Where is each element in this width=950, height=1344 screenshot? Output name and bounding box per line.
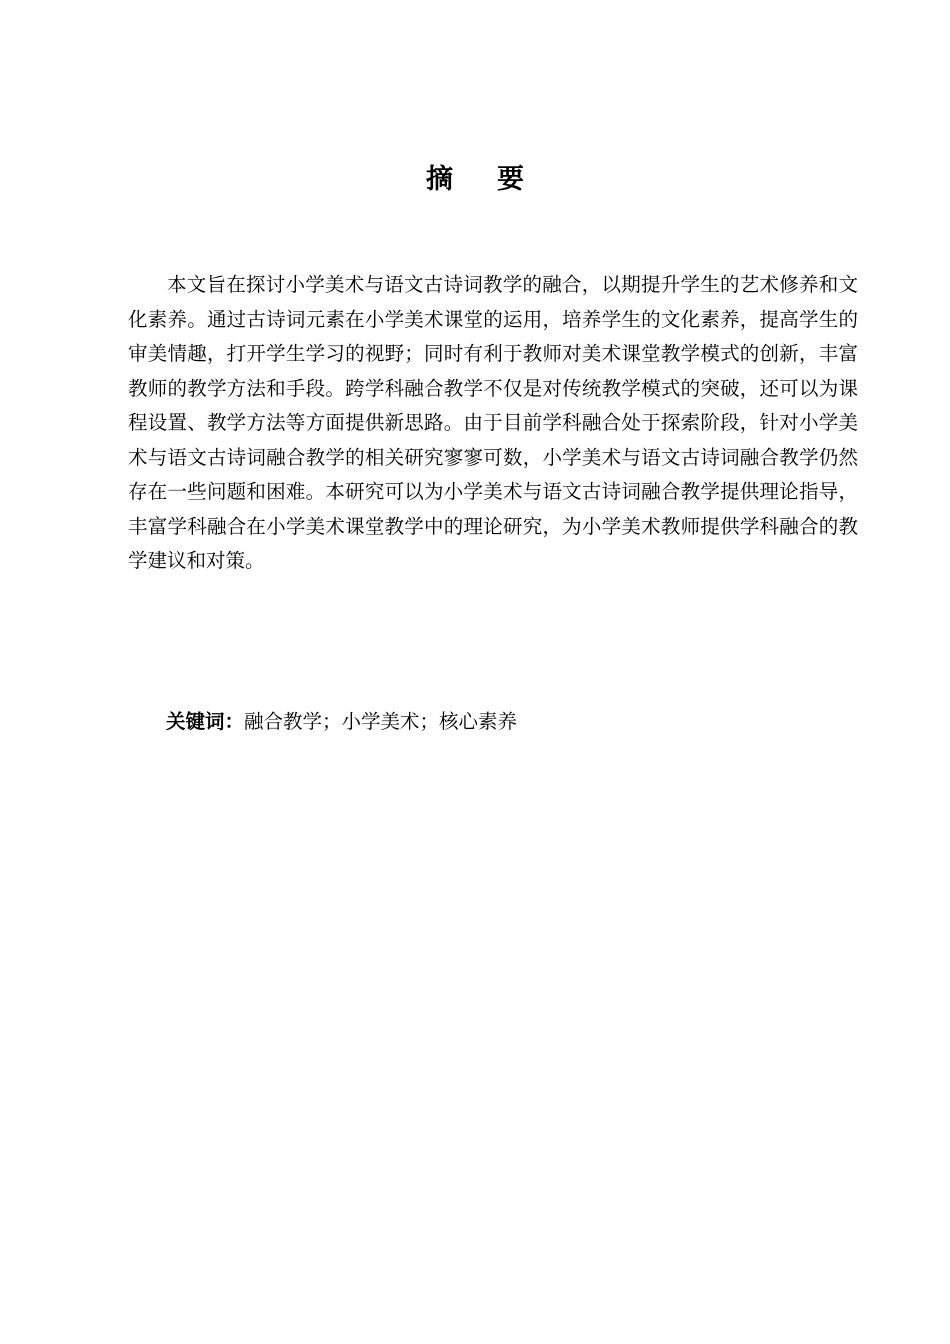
keywords-line	[166, 705, 856, 739]
keywords-value: 融合教学；小学美术；核心素养	[244, 710, 518, 733]
title-char-1: 摘	[426, 164, 453, 195]
page-title	[0, 158, 950, 202]
abstract-body: 本文旨在探讨小学美术与语文古诗词教学的融合，以期提升学生的艺术修养和文化素养。通过古诗词元素在小学美术课堂的运用，培养学生的文化素养，提高学生的审美情趣，打开学生学习的视野；同时有利于教师对美术课堂教学模式的创新，丰富教师的教学方法和手段。跨学科融合教学不仅是对传统教学模式的突破，还可以为课程设置、教学方法等方面提供新思路。由于目前学科融合处于探索阶段，针对小学美术与语文古诗词融合教学的相关研究寥寥可数，小学美术与语文古诗词融合教学仍然存在一些问题和困难。本研究可以为小学美术与语文古诗词融合教学提供理论指导，丰富学科融合在小学美术课堂教学中的理论研究，为小学美术教师提供学科融合的教学建议和对策。	[128, 273, 858, 572]
keywords-label: 关键词：	[166, 710, 245, 733]
title-char-2: 要	[497, 164, 524, 195]
